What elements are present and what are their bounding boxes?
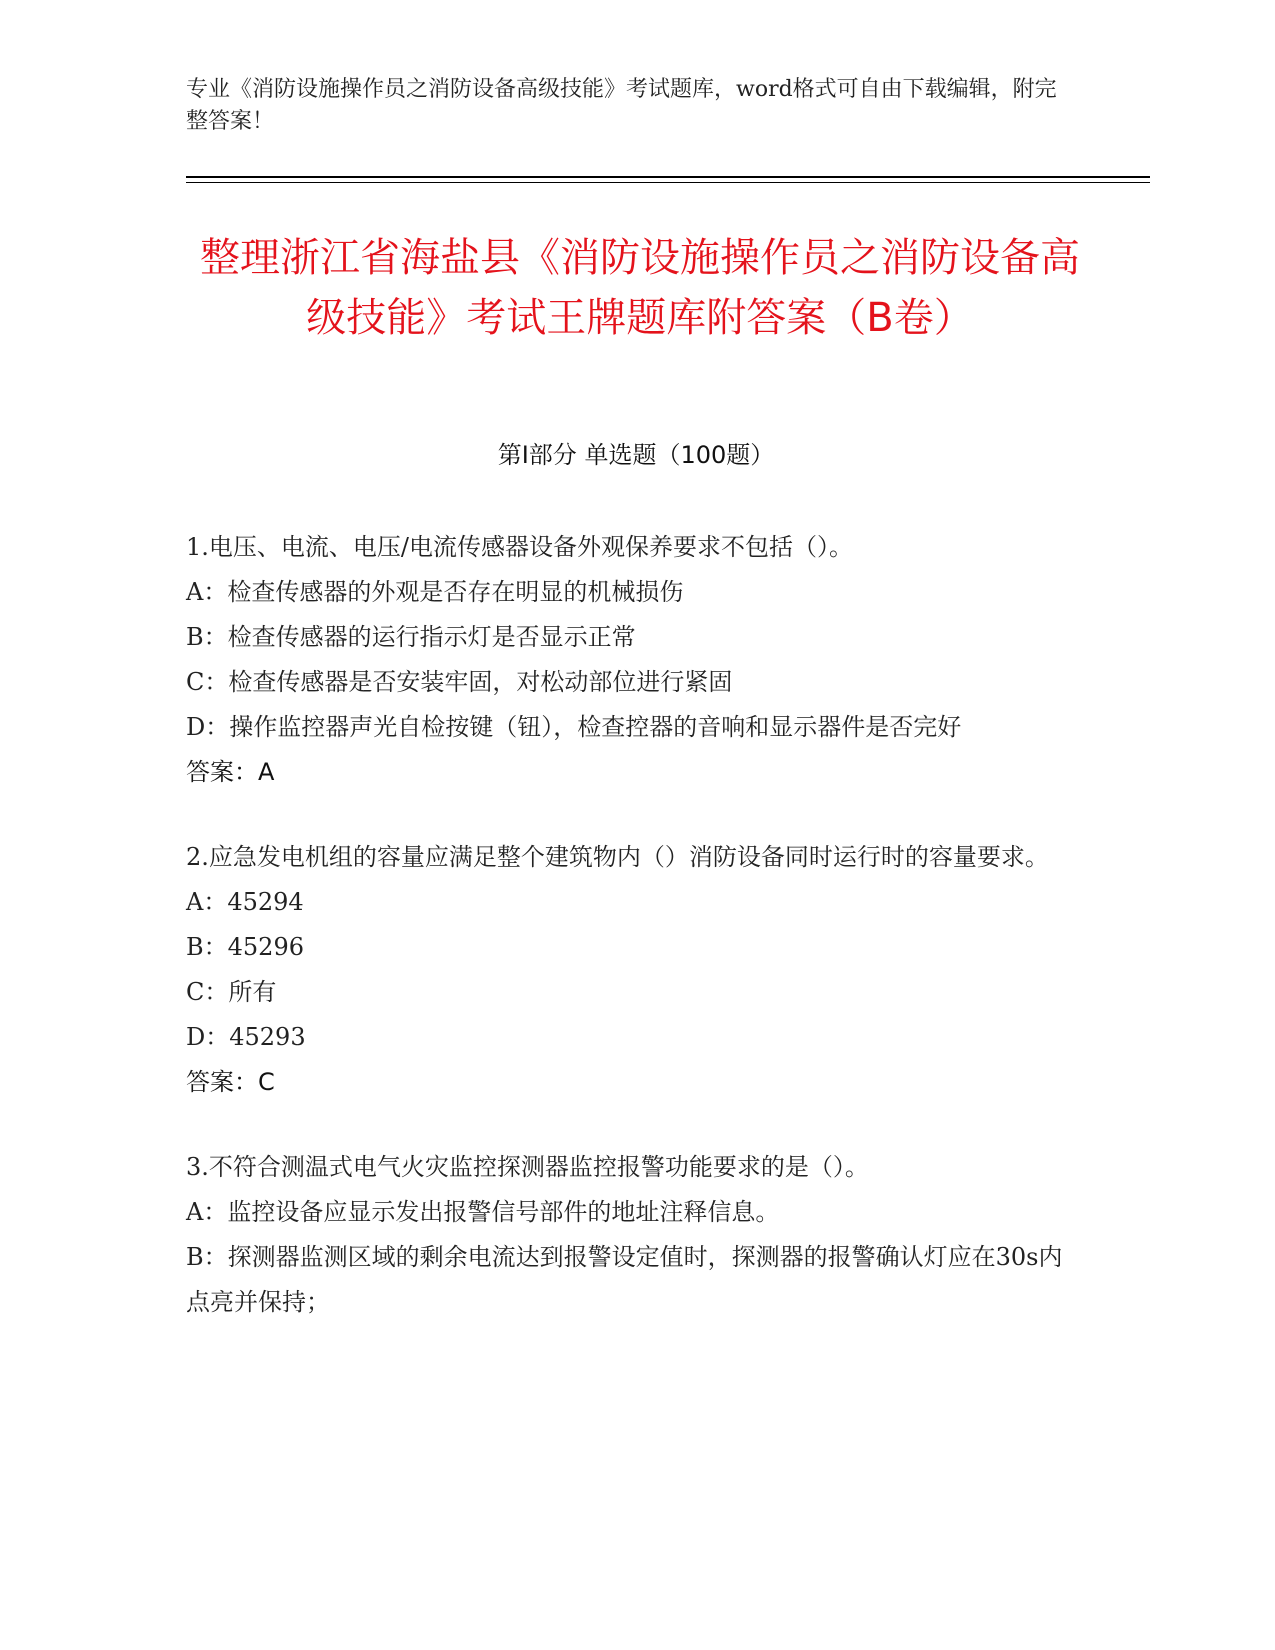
option-b: B：检查传感器的运行指示灯是否显示正常 xyxy=(186,623,636,651)
option-a: A：45294 xyxy=(186,888,304,916)
question-3 xyxy=(186,1145,1066,1325)
option-a: A：监控设备应显示发出报警信号部件的地址注释信息。 xyxy=(186,1198,780,1226)
document-title: 整理浙江省海盐县《消防设施操作员之消防设备高级技能》考试王牌题库附答案（B卷） xyxy=(200,235,1080,341)
answer: 答案：A xyxy=(186,758,275,786)
section-heading: 第I部分 单选题（100题） xyxy=(497,441,775,469)
option-b: B：探测器监测区域的剩余电流达到报警设定值时，探测器的报警确认灯应在30s内点亮并保持； xyxy=(186,1243,1063,1316)
option-b: B：45296 xyxy=(186,933,304,961)
answer: 答案：C xyxy=(186,1068,275,1096)
option-c: C：检查传感器是否安装牢固，对松动部位进行紧固 xyxy=(186,668,733,696)
header-rule-thin xyxy=(186,182,1150,183)
option-c: C：所有 xyxy=(186,978,277,1006)
option-a: A：检查传感器的外观是否存在明显的机械损伤 xyxy=(186,578,684,606)
header-note: 专业《消防设施操作员之消防设备高级技能》考试题库，word格式可自由下载编辑，附完整答案！ xyxy=(186,77,1057,134)
option-d: D：45293 xyxy=(186,1023,306,1051)
question-stem: 1.电压、电流、电压/电流传感器设备外观保养要求不包括（）。 xyxy=(186,533,853,561)
question-1 xyxy=(186,525,1066,795)
question-2 xyxy=(186,835,1066,1105)
header-rule-thick xyxy=(186,176,1150,178)
question-stem: 3.不符合测温式电气火灾监控探测器监控报警功能要求的是（）。 xyxy=(186,1153,869,1181)
question-stem: 2.应急发电机组的容量应满足整个建筑物内（）消防设备同时运行时的容量要求。 xyxy=(186,843,1049,871)
question-list xyxy=(186,525,1066,1365)
option-d: D：操作监控器声光自检按键（钮），检查控器的音响和显示器件是否完好 xyxy=(186,713,962,741)
